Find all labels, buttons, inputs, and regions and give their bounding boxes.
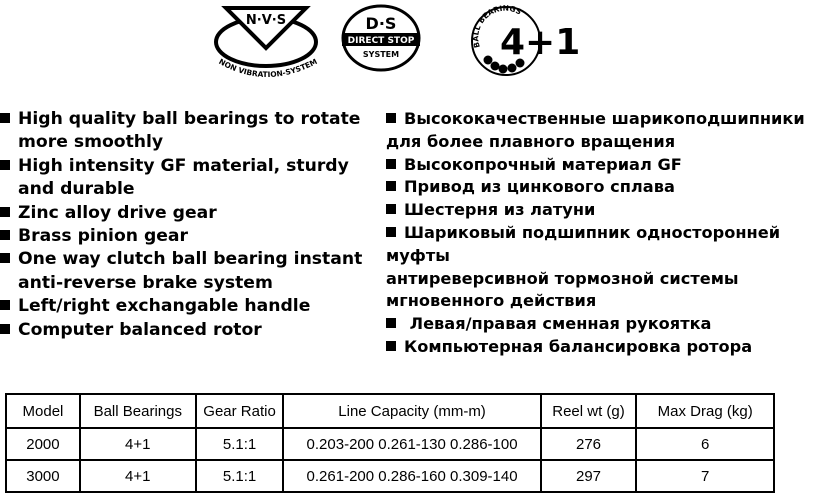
bullet-square-icon xyxy=(0,324,10,334)
bullet-square-icon xyxy=(0,300,10,310)
nvs-bottom-text: NON VIBRATION-SYSTEM xyxy=(217,56,319,80)
feature-ru-line: Высокопрочный материал GF xyxy=(386,154,826,177)
cell-gear-ratio: 5.1:1 xyxy=(196,428,284,460)
bullet-square-icon xyxy=(386,204,396,214)
cell-ball-bearings: 4+1 xyxy=(80,460,196,492)
cell-model: 2000 xyxy=(6,428,80,460)
cell-gear-ratio: 5.1:1 xyxy=(196,460,284,492)
cell-ball-bearings: 4+1 xyxy=(80,428,196,460)
nvs-logo xyxy=(208,2,328,82)
nvs-top-text: N·V·S xyxy=(245,13,287,28)
bullet-square-icon xyxy=(386,318,396,328)
bullet-square-icon xyxy=(386,227,396,237)
bullet-square-icon xyxy=(0,253,10,263)
feature-en-item: High intensity GF material, sturdy and durable xyxy=(0,155,378,202)
feature-ru-line: антиреверсивной тормозной системы xyxy=(386,268,739,288)
bullet-square-icon xyxy=(386,341,396,351)
feature-ru-line: муфты xyxy=(386,245,450,265)
ds-logo xyxy=(340,2,422,72)
cell-line-capacity: 0.261-200 0.286-160 0.309-140 xyxy=(283,460,540,492)
feature-ru-line: для более плавного вращения xyxy=(386,131,676,151)
feature-ru-line: Компьютерная балансировка ротора xyxy=(386,336,826,359)
header-reel-weight: Reel wt (g) xyxy=(541,394,637,428)
header-model: Model xyxy=(6,394,80,428)
ball-bearings-logo xyxy=(470,5,580,77)
header-max-drag: Max Drag (kg) xyxy=(636,394,774,428)
cell-reel-weight: 276 xyxy=(541,428,637,460)
ds-top-text: D·S xyxy=(365,14,397,33)
feature-ru-line: Высококачественные шарикоподшипники xyxy=(386,108,826,131)
spec-table xyxy=(5,393,775,493)
header-ball-bearings: Ball Bearings xyxy=(80,394,196,428)
bullet-square-icon xyxy=(386,113,396,123)
ds-bottom-text: SYSTEM xyxy=(362,50,400,59)
feature-en-item: Computer balanced rotor xyxy=(0,319,378,342)
bb-count-text: 4+1 xyxy=(500,22,580,63)
feature-ru-line: Привод из цинкового сплава xyxy=(386,176,826,199)
bullet-square-icon xyxy=(0,160,10,170)
bullet-square-icon xyxy=(0,113,10,123)
cell-model: 3000 xyxy=(6,460,80,492)
header-gear-ratio: Gear Ratio xyxy=(196,394,284,428)
feature-ru-line: Шестерня из латуни xyxy=(386,199,826,222)
header-line-capacity: Line Capacity (mm-m) xyxy=(283,394,540,428)
features-en xyxy=(0,108,378,342)
table-row xyxy=(6,460,774,492)
feature-ru-line: Шариковый подшипник односторонней xyxy=(386,222,826,245)
bb-arc-text: BALL BEARINGS xyxy=(471,5,524,49)
feature-ru-line: Левая/правая сменная рукоятка xyxy=(386,313,826,336)
cell-line-capacity: 0.203-200 0.261-130 0.286-100 xyxy=(283,428,540,460)
cell-max-drag: 6 xyxy=(636,428,774,460)
bullet-square-icon xyxy=(386,159,396,169)
cell-reel-weight: 297 xyxy=(541,460,637,492)
feature-en-item: Brass pinion gear xyxy=(0,225,378,248)
feature-ru-line: мгновенного действия xyxy=(386,291,597,311)
table-header-row xyxy=(6,394,774,428)
feature-en-item: Left/right exchangable handle xyxy=(0,295,378,318)
feature-en-item: High quality ball bearings to rotate more smoothly xyxy=(0,108,378,155)
feature-en-item: Zinc alloy drive gear xyxy=(0,202,378,225)
table-row xyxy=(6,428,774,460)
bullet-square-icon xyxy=(0,207,10,217)
ds-band-text: DIRECT STOP xyxy=(347,36,415,46)
bullet-square-icon xyxy=(386,181,396,191)
feature-en-item: One way clutch ball bearing instant anti-reverse brake system xyxy=(0,248,378,295)
bullet-square-icon xyxy=(0,230,10,240)
cell-max-drag: 7 xyxy=(636,460,774,492)
features-ru xyxy=(386,108,826,359)
